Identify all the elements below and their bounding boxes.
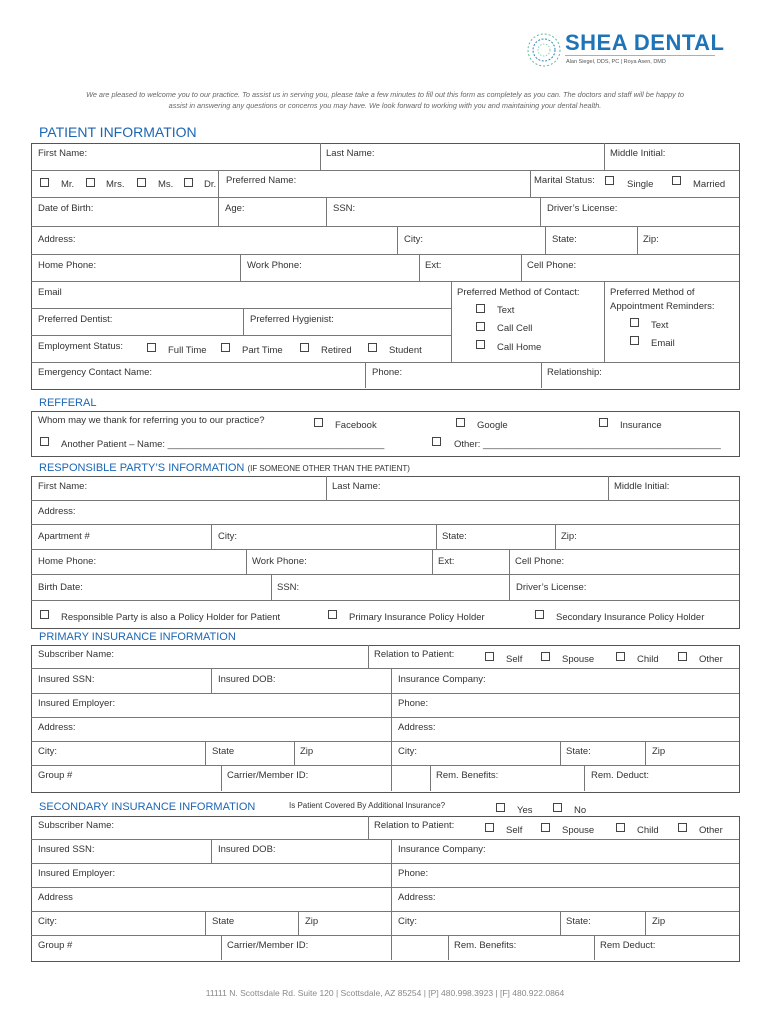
rp-policy-holder-checkbox[interactable] bbox=[40, 610, 49, 619]
pri-self-checkbox[interactable] bbox=[485, 652, 494, 661]
pri-insured-employer-label: Insured Employer: bbox=[38, 698, 116, 709]
rp-city-label: City: bbox=[218, 531, 237, 542]
emergency-contact-label: Emergency Contact Name: bbox=[38, 367, 153, 378]
reminder-text-label: Text bbox=[651, 320, 669, 331]
referral-question: Whom may we thank for referring you to our practice? bbox=[38, 415, 265, 426]
sec-covered-yes-checkbox[interactable] bbox=[496, 803, 505, 812]
student-checkbox[interactable] bbox=[368, 343, 377, 352]
rp-address-label: Address: bbox=[38, 506, 76, 517]
part-time-label: Part Time bbox=[242, 345, 283, 356]
pri-child-label: Child bbox=[637, 654, 659, 665]
contact-method-label: Preferred Method of Contact: bbox=[457, 287, 580, 298]
pri-zip-left-label: Zip bbox=[300, 746, 314, 757]
rp-primary-holder-checkbox[interactable] bbox=[328, 610, 337, 619]
pri-address-right-label: Address: bbox=[398, 722, 436, 733]
sec-zip-right-label: Zip bbox=[652, 916, 666, 927]
preferred-hygienist-label: Preferred Hygienist: bbox=[250, 314, 334, 325]
contact-text-checkbox[interactable] bbox=[476, 304, 485, 313]
preferred-name-label: Preferred Name: bbox=[226, 175, 297, 186]
dob-label: Date of Birth: bbox=[38, 203, 94, 214]
pri-rem-deduct-label: Rem. Deduct: bbox=[591, 770, 650, 781]
reminder-email-checkbox[interactable] bbox=[630, 336, 639, 345]
sec-insurance-company-label: Insurance Company: bbox=[398, 844, 486, 855]
ms-checkbox[interactable] bbox=[137, 178, 146, 187]
sec-city-right-label: City: bbox=[398, 916, 417, 927]
primary-section-title: PRIMARY INSURANCE INFORMATION bbox=[39, 631, 236, 643]
insurance-checkbox[interactable] bbox=[599, 418, 608, 427]
retired-checkbox[interactable] bbox=[300, 343, 309, 352]
sec-child-label: Child bbox=[637, 825, 659, 836]
rp-ssn-label: SSN: bbox=[277, 582, 300, 593]
patient-last-name-label: Last Name: bbox=[326, 148, 375, 159]
rp-zip-label: Zip: bbox=[561, 531, 577, 542]
sec-group-label: Group # bbox=[38, 940, 73, 951]
full-time-label: Full Time bbox=[168, 345, 207, 356]
patient-first-name-label: First Name: bbox=[38, 148, 88, 159]
footer-address: 11111 N. Scottsdale Rd. Suite 120 | Scottsdale, AZ 85254 | [P] 480.998.3923 | [F] 480.922.0864 bbox=[205, 988, 565, 998]
sec-carrier-label: Carrier/Member ID: bbox=[227, 940, 309, 951]
another-patient-label[interactable]: Another Patient – Name: _________________________________________ bbox=[61, 439, 385, 450]
mrs-checkbox[interactable] bbox=[86, 178, 95, 187]
sec-zip-left-label: Zip bbox=[305, 916, 319, 927]
rp-ext-label: Ext: bbox=[438, 556, 455, 567]
rp-birth-date-label: Birth Date: bbox=[38, 582, 83, 593]
sec-covered-no-checkbox[interactable] bbox=[553, 803, 562, 812]
reminder-email-label: Email bbox=[651, 338, 675, 349]
employment-status-label: Employment Status: bbox=[38, 341, 124, 352]
rp-policy-holder-label: Responsible Party is also a Policy Holder for Patient bbox=[61, 612, 281, 623]
student-label: Student bbox=[389, 345, 422, 356]
married-checkbox[interactable] bbox=[672, 176, 681, 185]
facebook-label: Facebook bbox=[335, 420, 377, 431]
pri-city-left-label: City: bbox=[38, 746, 57, 757]
rp-home-phone-label: Home Phone: bbox=[38, 556, 97, 567]
pri-spouse-label: Spouse bbox=[562, 654, 595, 665]
drivers-license-label: Driver’s License: bbox=[547, 203, 618, 214]
another-patient-checkbox[interactable] bbox=[40, 437, 49, 446]
pri-insurance-company-label: Insurance Company: bbox=[398, 674, 486, 685]
pri-spouse-checkbox[interactable] bbox=[541, 652, 550, 661]
sec-other-checkbox[interactable] bbox=[678, 823, 687, 832]
mrs-label: Mrs. bbox=[106, 179, 125, 190]
doctors-names: Alan Siegel, DDS, PC | Roya Asen, DMD bbox=[566, 59, 666, 65]
sec-other-label: Other bbox=[699, 825, 723, 836]
rp-cell-phone-label: Cell Phone: bbox=[515, 556, 565, 567]
contact-call-cell-checkbox[interactable] bbox=[476, 322, 485, 331]
retired-label: Retired bbox=[321, 345, 352, 356]
mr-checkbox[interactable] bbox=[40, 178, 49, 187]
pri-other-checkbox[interactable] bbox=[678, 652, 687, 661]
address-label: Address: bbox=[38, 234, 76, 245]
contact-call-cell-label: Call Cell bbox=[497, 323, 533, 334]
state-label: State: bbox=[552, 234, 577, 245]
pri-phone-label: Phone: bbox=[398, 698, 429, 709]
rp-first-name-label: First Name: bbox=[38, 481, 88, 492]
responsible-section-title bbox=[39, 462, 410, 474]
work-phone-label: Work Phone: bbox=[247, 260, 302, 271]
pri-state-left-label: State bbox=[212, 746, 235, 757]
google-checkbox[interactable] bbox=[456, 418, 465, 427]
married-label: Married bbox=[693, 179, 726, 190]
pri-city-right-label: City: bbox=[398, 746, 417, 757]
brand-name: SHEA DENTAL bbox=[565, 30, 725, 55]
reminder-method-label-2: Appointment Reminders: bbox=[610, 301, 715, 312]
rp-secondary-holder-checkbox[interactable] bbox=[535, 610, 544, 619]
sec-rem-deduct-label: Rem Deduct: bbox=[600, 940, 656, 951]
pri-carrier-label: Carrier/Member ID: bbox=[227, 770, 309, 781]
intro-line-1: We are pleased to welcome you to our practice. To assist us in serving you, please take a few minutes to fill out this form as completely as you can. The doctors and staff will be happy to bbox=[86, 90, 684, 99]
google-label: Google bbox=[477, 420, 508, 431]
facebook-checkbox[interactable] bbox=[314, 418, 323, 427]
age-label: Age: bbox=[225, 203, 245, 214]
responsible-box bbox=[31, 476, 740, 629]
rp-drivers-license-label: Driver’s License: bbox=[516, 582, 587, 593]
marital-status-label: Marital Status: bbox=[534, 175, 595, 186]
rp-apartment-label: Apartment # bbox=[38, 531, 90, 542]
sec-insured-employer-label: Insured Employer: bbox=[38, 868, 116, 879]
sec-rem-benefits-label: Rem. Benefits: bbox=[454, 940, 517, 951]
sec-self-label: Self bbox=[506, 825, 523, 836]
reminder-method-label-1: Preferred Method of bbox=[610, 287, 695, 298]
sec-covered-question: Is Patient Covered By Additional Insurance? bbox=[289, 801, 446, 810]
sec-city-left-label: City: bbox=[38, 916, 57, 927]
sec-state-right-label: State: bbox=[566, 916, 591, 927]
pri-relation-label: Relation to Patient: bbox=[374, 649, 455, 660]
sec-subscriber-name-label: Subscriber Name: bbox=[38, 820, 115, 831]
home-phone-label: Home Phone: bbox=[38, 260, 97, 271]
patient-middle-initial-label: Middle Initial: bbox=[610, 148, 666, 159]
patient-section-title: PATIENT INFORMATION bbox=[39, 124, 197, 140]
relationship-label: Relationship: bbox=[547, 367, 602, 378]
shea-dental-logo-mark bbox=[524, 30, 564, 70]
sec-insured-ssn-label: Insured SSN: bbox=[38, 844, 95, 855]
pri-zip-right-label: Zip bbox=[652, 746, 666, 757]
pri-rem-benefits-label: Rem. Benefits: bbox=[436, 770, 499, 781]
rp-secondary-holder-label: Secondary Insurance Policy Holder bbox=[556, 612, 705, 623]
preferred-dentist-label: Preferred Dentist: bbox=[38, 314, 113, 325]
ssn-label: SSN: bbox=[333, 203, 356, 214]
cell-phone-label: Cell Phone: bbox=[527, 260, 577, 271]
other-referral-checkbox[interactable] bbox=[432, 437, 441, 446]
single-label: Single bbox=[627, 179, 654, 190]
intro-line-2: assist in answering any questions or concerns you may have. We look forward to working with you and maintaining your dental health. bbox=[168, 101, 602, 110]
sec-state-left-label: State bbox=[212, 916, 235, 927]
emergency-phone-label: Phone: bbox=[372, 367, 403, 378]
pri-insured-dob-label: Insured DOB: bbox=[218, 674, 276, 685]
responsible-title-text: RESPONSIBLE PARTY’S INFORMATION bbox=[39, 462, 245, 474]
pri-insured-ssn-label: Insured SSN: bbox=[38, 674, 95, 685]
sec-insured-dob-label: Insured DOB: bbox=[218, 844, 276, 855]
pri-address-left-label: Address: bbox=[38, 722, 76, 733]
pri-child-checkbox[interactable] bbox=[616, 652, 625, 661]
rp-state-label: State: bbox=[442, 531, 467, 542]
mr-label: Mr. bbox=[61, 179, 75, 190]
sec-covered-no-label: No bbox=[574, 805, 587, 816]
sec-child-checkbox[interactable] bbox=[616, 823, 625, 832]
sec-relation-label: Relation to Patient: bbox=[374, 820, 455, 831]
other-referral-label[interactable]: Other: _____________________________________________ bbox=[454, 439, 721, 450]
logo-divider bbox=[565, 55, 715, 56]
ext-label: Ext: bbox=[425, 260, 442, 271]
pri-group-label: Group # bbox=[38, 770, 73, 781]
dr-checkbox[interactable] bbox=[184, 178, 193, 187]
pri-self-label: Self bbox=[506, 654, 523, 665]
responsible-subtitle: (IF SOMEONE OTHER THAN THE PATIENT) bbox=[247, 464, 410, 473]
pri-other-label: Other bbox=[699, 654, 723, 665]
secondary-section-title: SECONDARY INSURANCE INFORMATION bbox=[39, 801, 256, 813]
pri-state-right-label: State: bbox=[566, 746, 591, 757]
contact-text-label: Text bbox=[497, 305, 515, 316]
insurance-label: Insurance bbox=[620, 420, 662, 431]
single-checkbox[interactable] bbox=[605, 176, 614, 185]
pri-subscriber-name-label: Subscriber Name: bbox=[38, 649, 115, 660]
full-time-checkbox[interactable] bbox=[147, 343, 156, 352]
rp-work-phone-label: Work Phone: bbox=[252, 556, 307, 567]
sec-phone-label: Phone: bbox=[398, 868, 429, 879]
part-time-checkbox[interactable] bbox=[221, 343, 230, 352]
rp-last-name-label: Last Name: bbox=[332, 481, 381, 492]
rp-middle-initial-label: Middle Initial: bbox=[614, 481, 670, 492]
contact-call-home-checkbox[interactable] bbox=[476, 340, 485, 349]
rp-primary-holder-label: Primary Insurance Policy Holder bbox=[349, 612, 485, 623]
sec-self-checkbox[interactable] bbox=[485, 823, 494, 832]
city-label: City: bbox=[404, 234, 423, 245]
dr-label: Dr. bbox=[204, 179, 217, 190]
referral-section-title: REFFERAL bbox=[39, 397, 97, 409]
ms-label: Ms. bbox=[158, 179, 174, 190]
contact-call-home-label: Call Home bbox=[497, 342, 542, 353]
zip-label: Zip: bbox=[643, 234, 659, 245]
sec-address-right-label: Address: bbox=[398, 892, 436, 903]
email-label: Email bbox=[38, 287, 62, 298]
sec-covered-yes-label: Yes bbox=[517, 805, 533, 816]
reminder-text-checkbox[interactable] bbox=[630, 318, 639, 327]
sec-address-left-label: Address bbox=[38, 892, 73, 903]
sec-spouse-label: Spouse bbox=[562, 825, 595, 836]
sec-spouse-checkbox[interactable] bbox=[541, 823, 550, 832]
